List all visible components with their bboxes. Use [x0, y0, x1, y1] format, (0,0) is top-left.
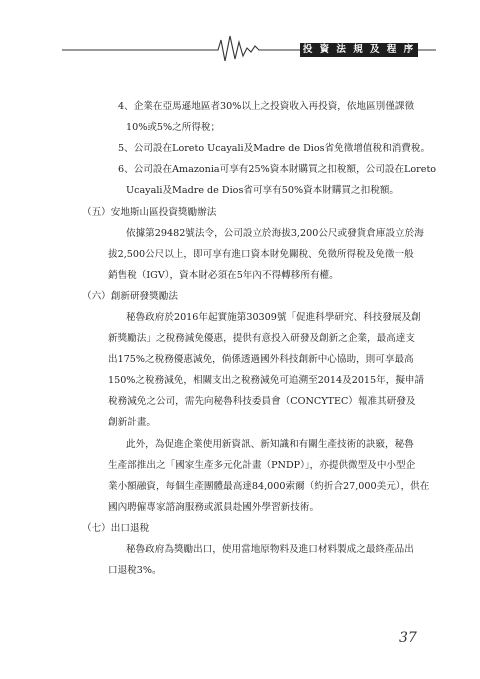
- section-6-p1-line-3: 出175%之稅務優惠減免，倘係透過國外科技創新中心協助，則可享最高: [108, 354, 414, 365]
- page-header: [0, 0, 480, 70]
- section-7-p1-line-1: 秘魯政府為獎勵出口，使用當地原物料及進口材料製成之最終產品出: [126, 544, 414, 555]
- section-6-p1-line-6: 創新計畫。: [108, 417, 156, 428]
- section-6-p1-line-5: 稅務減免之公司，需先向秘魯科技委員會（CONCYTEC）報准其研發及: [108, 396, 416, 407]
- section-7-heading: （七）出口退稅: [82, 523, 150, 534]
- section-6-heading: （六）創新研發獎勵法: [82, 291, 178, 302]
- section-6-p1-line-1: 秘魯政府於2016年起實施第30309號「促進科學研究、科技發展及創: [126, 312, 421, 323]
- list-item-6-line-1: 6、公司設在Amazonia可享有25%資本財購買之扣稅額，公司設在Loreto: [118, 164, 437, 175]
- section-title-banner: 投 資 法 規 及 程 序: [300, 43, 418, 57]
- section-6-p1-line-4: 150%之稅務減免，相關支出之稅務減免可追溯至2014及2015年，擬申請: [108, 375, 425, 386]
- section-6-p2-line-4: 國內聘僱專家諮詢服務或派員赴國外學習新技術。: [108, 502, 320, 513]
- section-6-p2-line-2: 生產部推出之「國家生產多元化計畫（PNDP）」，亦提供微型及中小型企: [108, 460, 416, 471]
- section-5-heading: （五）安地斯山區投資獎勵辦法: [82, 207, 217, 218]
- section-5-p1-line-1: 依據第29482號法令，公司設立於海拔3,200公尺或發貨倉庫設立於海: [126, 228, 424, 239]
- page-number: 37: [399, 630, 417, 646]
- section-6-p2-line-1: 此外，為促進企業使用新資訊、新知識和有關生產技術的訣竅，秘魯: [126, 439, 414, 450]
- heartbeat-wave-icon: [212, 36, 300, 61]
- section-7-p1-line-2: 口退稅3%。: [108, 565, 162, 576]
- section-6-p1-line-2: 新獎勵法」之稅務減免優惠，提供有意投入研發及創新之企業，最高達支: [108, 333, 415, 344]
- section-5-p1-line-2: 拔2,500公尺以上，即可享有進口資本財免關稅、免徵所得稅及免徵一般: [108, 249, 414, 260]
- section-6-p2-line-3: 業小額融資，每個生產團體最高達84,000索爾（約折合27,000美元），供在: [108, 481, 430, 492]
- header-decoration: [0, 0, 480, 70]
- list-item-4-line-2: 10%或5%之所得稅；: [126, 122, 221, 133]
- list-item-4-line-1: 4、企業在亞馬遜地區者30%以上之投資收入再投資，依地區別僅課徵: [118, 101, 415, 112]
- list-item-6-line-2: Ucayali及Madre de Dios省可享有50%資本財購買之扣稅額。: [126, 185, 400, 196]
- section-5-p1-line-3: 銷售稅（IGV），資本財必須在5年內不得轉移所有權。: [108, 270, 339, 281]
- list-item-5-line-1: 5、公司設在Loreto Ucayali及Madre de Dios省免徵增值稅和消費稅。: [118, 143, 431, 154]
